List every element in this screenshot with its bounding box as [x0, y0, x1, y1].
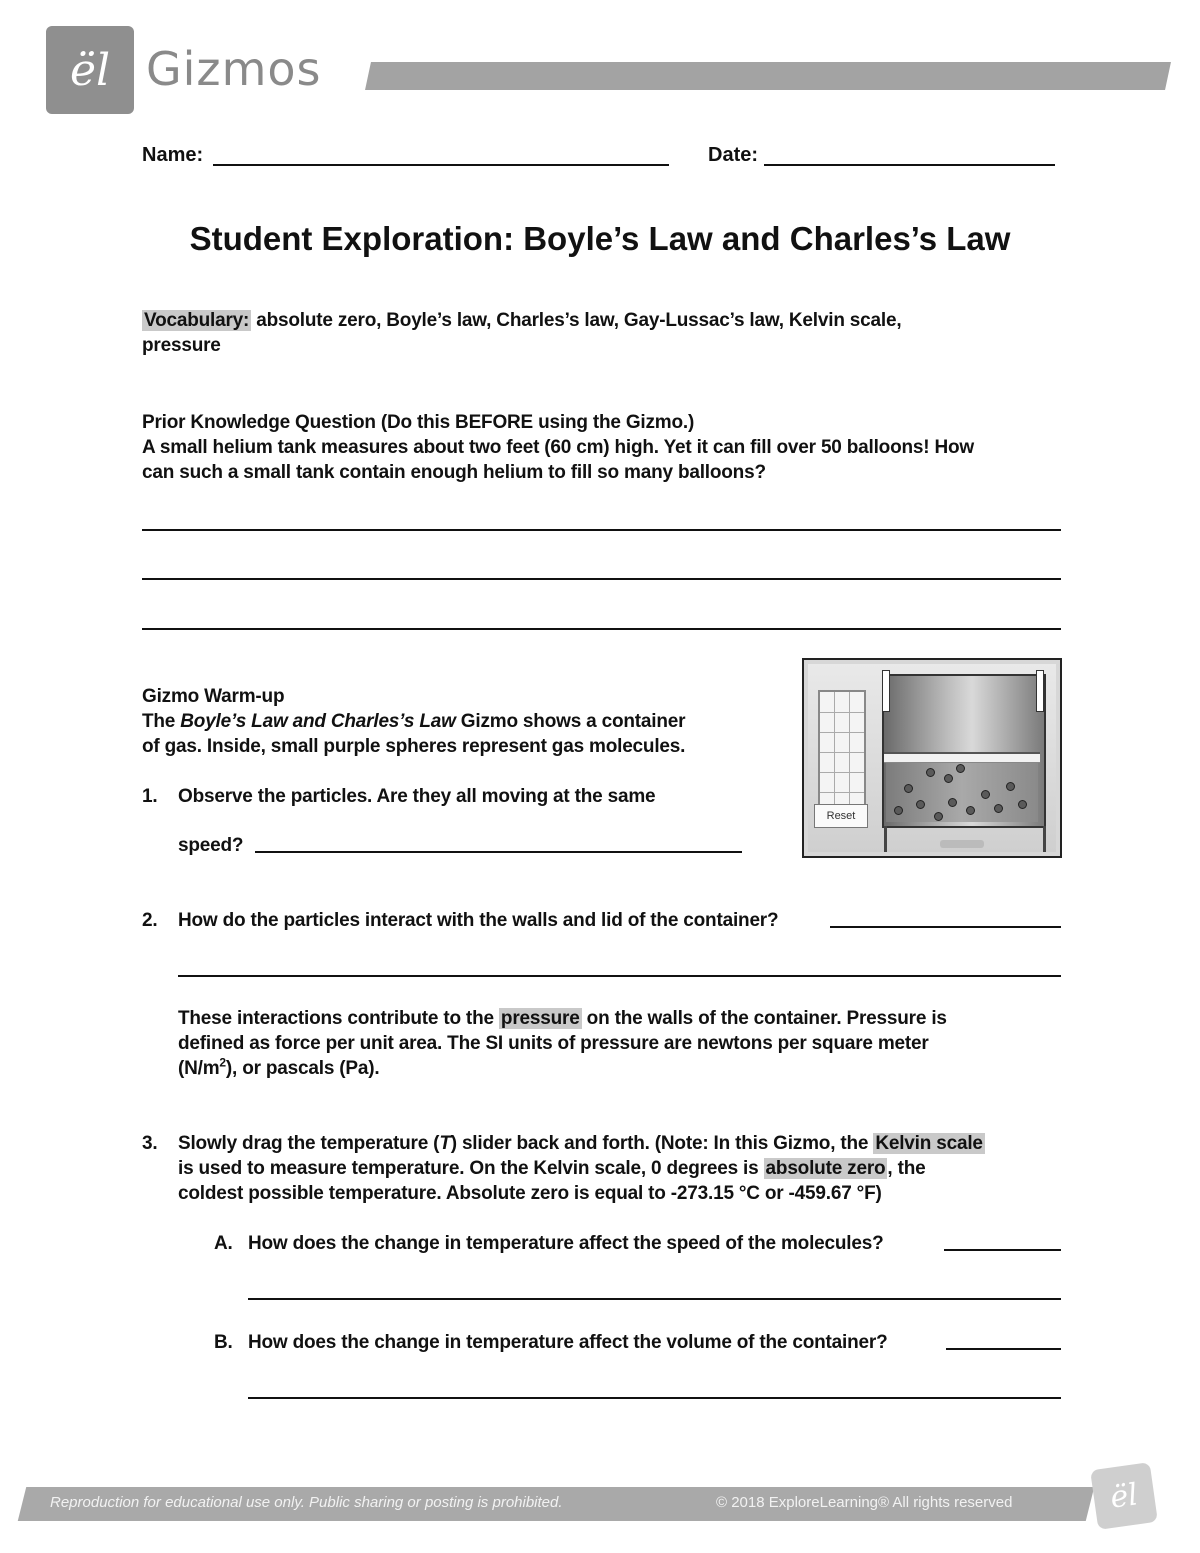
q3a-text: How does the change in temperature affect the speed of the molecules? [248, 1233, 884, 1254]
page-title: Student Exploration: Boyle’s Law and Charles’s Law [189, 220, 1011, 257]
q3b-answer-line[interactable] [946, 1348, 1061, 1350]
q3-text-part: , the [887, 1158, 926, 1179]
answer-line[interactable] [142, 529, 1061, 531]
pressure-note [178, 1006, 1078, 1081]
pressure-term: pressure [500, 1008, 580, 1029]
prior-knowledge-heading: Prior Knowledge Question [142, 412, 376, 433]
gizmos-logo [46, 26, 134, 114]
q3a-answer-line[interactable] [944, 1249, 1061, 1251]
gizmo-name: Boyle’s Law and Charles’s Law [180, 711, 456, 732]
absolute-zero-term: absolute zero [765, 1158, 886, 1179]
date-label: Date: [708, 144, 759, 166]
note-text: on the walls of the container. Pressure is [581, 1008, 947, 1029]
note-text: These interactions contribute to the [178, 1008, 499, 1029]
gizmo-screenshot [802, 658, 1062, 858]
q2-answer-line[interactable] [178, 975, 1061, 977]
q3b-answer-line[interactable] [248, 1397, 1061, 1399]
reset-button: Reset [814, 804, 868, 828]
date-field[interactable] [764, 164, 1055, 166]
temperature-symbol: T [439, 1133, 451, 1154]
superscript: 2 [219, 1055, 226, 1070]
q3b-text: How does the change in temperature affect the volume of the container? [248, 1332, 888, 1353]
q2-number: 2. [142, 910, 158, 931]
q3-text-part: ) slider back and forth. (Note: In this Gizmo, the [450, 1133, 874, 1154]
note-text: defined as force per unit area. The SI units of pressure are newtons per square meter [178, 1033, 929, 1054]
name-field[interactable] [213, 164, 669, 166]
header-bar [365, 62, 1171, 90]
prior-knowledge-note: (Do this BEFORE using the Gizmo.) [375, 412, 695, 433]
q1-answer-line[interactable] [255, 851, 742, 853]
q3-text-part: coldest possible temperature. Absolute zero is equal to -273.15 °C or -459.67 °F) [178, 1183, 882, 1204]
brand-name: Gizmos [146, 42, 322, 96]
q2-text: How do the particles interact with the walls and lid of the container? [178, 910, 779, 931]
answer-line[interactable] [142, 628, 1061, 630]
prior-knowledge [142, 410, 1092, 485]
container-lid [884, 752, 1040, 763]
vocabulary [142, 308, 1092, 358]
q3-number: 3. [142, 1133, 158, 1154]
q3a-answer-line[interactable] [248, 1298, 1061, 1300]
q3-text [178, 1131, 1078, 1206]
warmup-heading: Gizmo Warm-up [142, 686, 285, 707]
note-text: (N/m [178, 1058, 220, 1079]
warmup-intro-text: Gizmo shows a container [455, 711, 686, 732]
warmup-intro [142, 684, 782, 759]
q3b-label: B. [214, 1332, 233, 1353]
vocabulary-terms-cont: pressure [142, 335, 221, 356]
name-label: Name: [142, 144, 204, 166]
gas-region [886, 760, 1038, 822]
warmup-intro-text: The [142, 711, 181, 732]
answer-line[interactable] [142, 578, 1061, 580]
q1-text-cont: speed? [178, 835, 244, 856]
note-text: ), or pascals (Pa). [225, 1058, 380, 1079]
container-post [882, 670, 890, 712]
prior-knowledge-question: A small helium tank measures about two feet (60 cm) high. Yet it can fill over 50 balloons! How [142, 437, 974, 458]
q2-answer-line[interactable] [830, 926, 1061, 928]
q3a-label: A. [214, 1233, 233, 1254]
q1-text: Observe the particles. Are they all moving at the same [178, 786, 656, 807]
q1-number: 1. [142, 786, 158, 807]
thermometer-tube [818, 690, 866, 812]
warmup-intro-text-cont: of gas. Inside, small purple spheres represent gas molecules. [142, 736, 686, 757]
kelvin-scale-term: Kelvin scale [875, 1133, 983, 1154]
vocabulary-terms: absolute zero, Boyle’s law, Charles’s law, Gay-Lussac’s law, Kelvin scale, [251, 310, 902, 331]
burner [940, 840, 984, 848]
vocabulary-label: Vocabulary: [144, 310, 250, 331]
prior-knowledge-question-cont: can such a small tank contain enough helium to fill so many balloons? [142, 462, 766, 483]
logo-mark: ël [69, 44, 111, 96]
container-stand [884, 826, 1046, 852]
footer-disclaimer: Reproduction for educational use only. Public sharing or posting is prohibited. [50, 1494, 563, 1511]
footer-logo: ël [1090, 1462, 1158, 1530]
footer-copyright: © 2018 ExploreLearning® All rights reserved [716, 1494, 1013, 1511]
container-post [1036, 670, 1044, 712]
q3-text-part: is used to measure temperature. On the Kelvin scale, 0 degrees is [178, 1158, 764, 1179]
q3-text-part: Slowly drag the temperature ( [178, 1133, 440, 1154]
